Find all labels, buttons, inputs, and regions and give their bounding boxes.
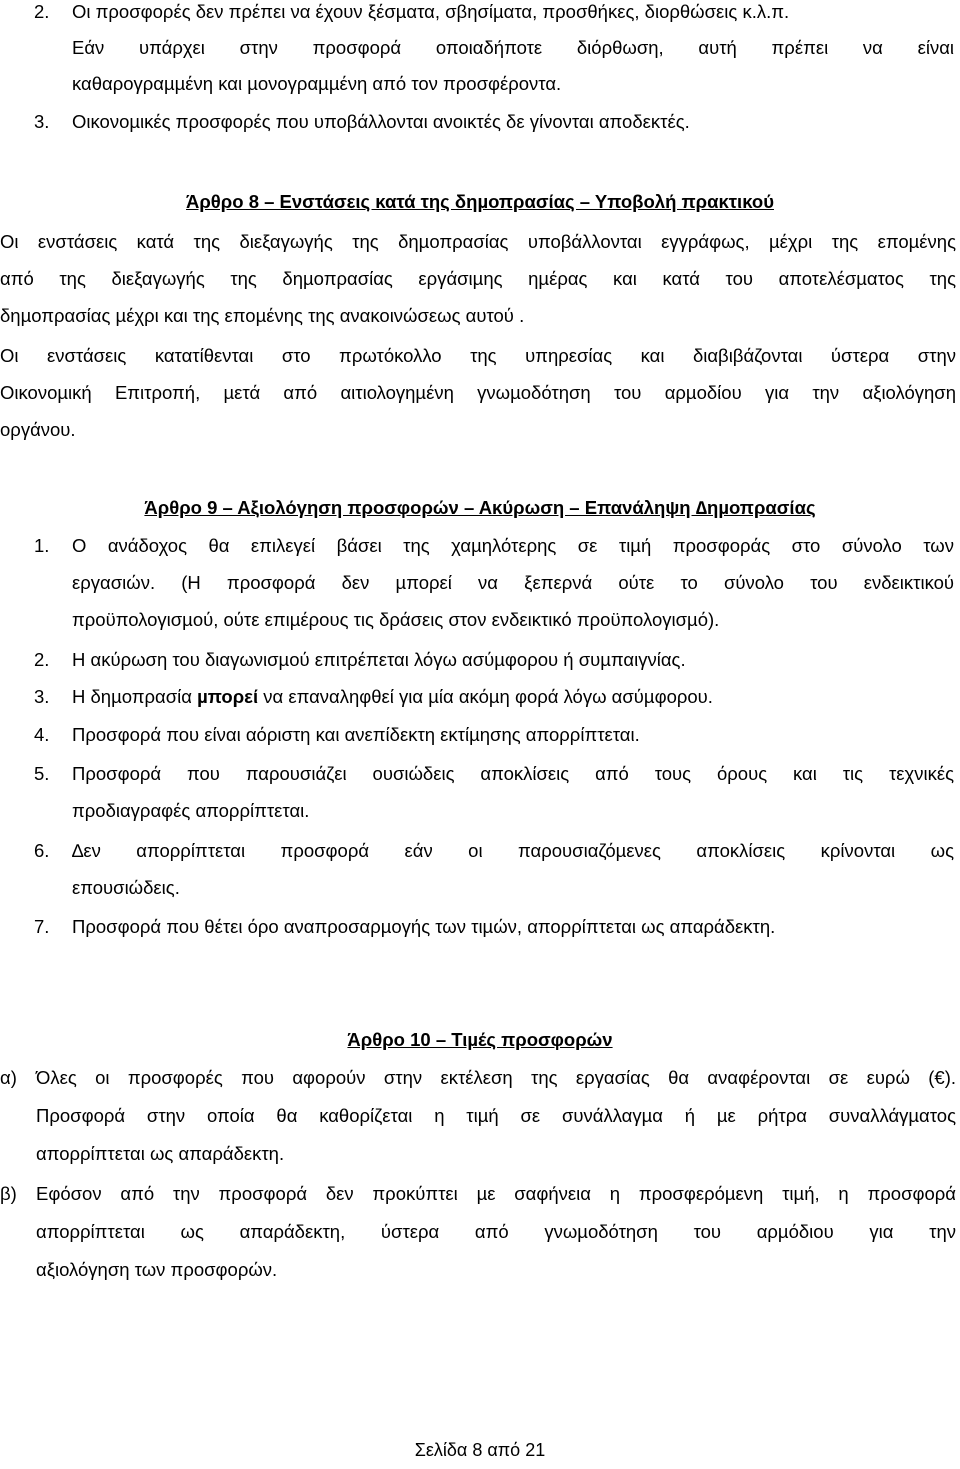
article-8-heading: Άρθρο 8 – Ενστάσεις κατά της δηµοπρασίας – Υποβολή πρακτικού [186, 191, 774, 212]
list-item [0, 0, 960, 30]
list-item-continuation: προϋπολογισµού, ούτε επιµέρους τις δράσεις στον ενδεικτικό προϋπολογισµό). [72, 609, 720, 630]
list-number: 7. [34, 916, 50, 937]
page-footer: Σελίδα 8 από 21 [414, 1440, 546, 1460]
paragraph-line: οργάνου. [0, 419, 76, 440]
list-item: 1. Ο ανάδοχος θα επιλεγεί βάσει της χαµηλότερης σε τιµή προσφοράς στο σύνολο των [0, 528, 960, 564]
list-item: 4. Προσφορά που είναι αόριστη και ανεπίδεκτη εκτίµησης απορρίπτεται. [0, 717, 960, 753]
list-item [0, 104, 960, 140]
list-number: 3. [34, 686, 50, 707]
list-item: 6. ∆εν απορρίπτεται προσφορά εάν οι παρουσιαζόµενες αποκλίσεις κρίνονται ως [0, 833, 960, 869]
list-item-continuation: απορρίπτεται ως απαράδεκτη, ύστερα από γνωµοδότηση του αρµόδιου για την [36, 1221, 956, 1242]
list-item: 2. Η ακύρωση του διαγωνισµού επιτρέπεται λόγω ασύµφορου ή συµπαιγνίας. [0, 642, 960, 678]
list-number: 4. [34, 724, 50, 745]
list-number: 2. [34, 649, 50, 670]
list-marker: α) [0, 1067, 17, 1088]
list-text: Οικονοµικές προσφορές που υποβάλλονται ανοικτές δε γίνονται αποδεκτές. [72, 111, 690, 132]
list-item-continuation: απορρίπτεται ως απαράδεκτη. [36, 1143, 285, 1164]
paragraph-line: Οικονοµική Επιτροπή, µετά από αιτιολογηµένη γνωµοδότηση του αρµοδίου για την αξιολόγηση [0, 382, 956, 403]
bold-word: µπορεί [197, 686, 259, 707]
list-item: α) Όλες οι προσφορές που αφορούν στην εκτέλεση της εργασίας θα αναφέρονται σε ευρώ (€). [0, 1060, 960, 1096]
list-text: καθαρογραµµένη και µονογραµµένη από τον προσφέροντα. [72, 73, 562, 94]
list-marker: β) [0, 1183, 17, 1204]
article-10-heading: Άρθρο 10 – Τιµές προσφορών [347, 1029, 613, 1050]
list-number: 1. [34, 535, 50, 556]
list-item-continuation: επουσιώδεις. [72, 877, 180, 898]
list-item: β) Εφόσον από την προσφορά δεν προκύπτει µε σαφήνεια η προσφερόµενη τιµή, η προσφορά [0, 1176, 960, 1212]
list-item: 3. Η δηµοπρασία µπορεί να επαναληφθεί για µία ακόµη φορά λόγω ασύµφορου. [0, 679, 960, 715]
list-item-continuation: προδιαγραφές απορρίπτεται. [72, 800, 310, 821]
list-item-continuation: αξιολόγηση των προσφορών. [36, 1259, 278, 1280]
list-number: 6. [34, 840, 50, 861]
list-item-continuation: Προσφορά στην οποία θα καθορίζεται η τιµή σε συνάλλαγµα ή µε ρήτρα συναλλάγµατος [36, 1105, 956, 1126]
list-item-continuation [0, 66, 960, 102]
list-item: 5. Προσφορά που παρουσιάζει ουσιώδεις αποκλίσεις από τους όρους και τις τεχνικές [0, 756, 960, 792]
list-text: Οι προσφορές δεν πρέπει να έχουν ξέσµατα, σβησίµατα, προσθήκες, διορθώσεις κ.λ.π. [72, 1, 790, 22]
list-text: Εάν υπάρχει στην προσφορά οποιαδήποτε διόρθωση, αυτή πρέπει να είναι [72, 37, 954, 58]
paragraph-line: δηµοπρασίας µέχρι και της εποµένης της ανακοινώσεως αυτού . [0, 305, 525, 326]
list-number: 3. [34, 111, 50, 132]
list-item-continuation [0, 30, 960, 66]
paragraph-line: από της διεξαγωγής της δηµοπρασίας εργάσιµης ηµέρας και κατά του αποτελέσµατος της [0, 268, 956, 289]
paragraph-line: Οι ενστάσεις κατατίθενται στο πρωτόκολλο της υπηρεσίας και διαβιβάζονται ύστερα στην [0, 345, 956, 366]
list-number: 5. [34, 763, 50, 784]
article-9-heading: Άρθρο 9 – Αξιολόγηση προσφορών – Ακύρωση – Επανάληψη ∆ηµοπρασίας [144, 497, 816, 518]
list-number: 2. [34, 1, 50, 22]
paragraph-line: Οι ενστάσεις κατά της διεξαγωγής της δηµοπρασίας υποβάλλονται εγγράφως, µέχρι της εποµένης [0, 231, 956, 252]
list-item: 7. Προσφορά που θέτει όρο αναπροσαρµογής των τιµών, απορρίπτεται ως απαράδεκτη. [0, 909, 960, 945]
list-item-continuation: εργασιών. (Η προσφορά δεν µπορεί να ξεπερνά ούτε το σύνολο του ενδεικτικού [72, 572, 954, 593]
